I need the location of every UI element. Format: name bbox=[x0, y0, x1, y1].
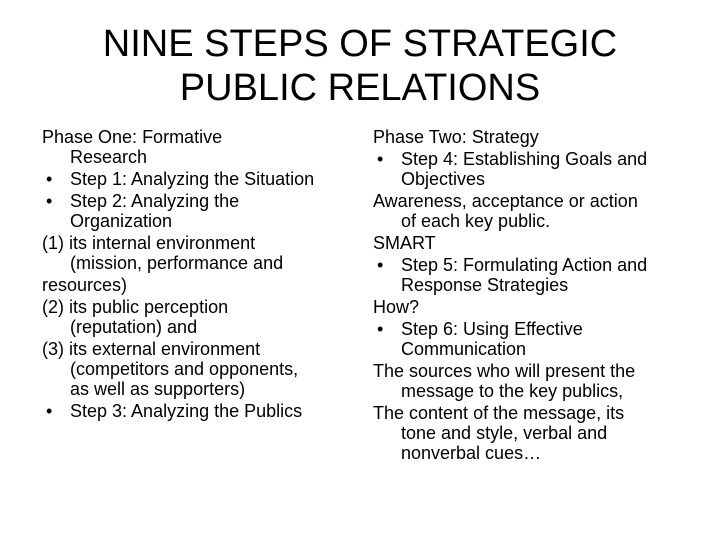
step-6-text-cont: Communication bbox=[401, 339, 527, 359]
slide-title bbox=[0, 22, 720, 110]
awareness-text: Awareness, acceptance or action bbox=[373, 191, 638, 211]
sources-text: The sources who will present the bbox=[373, 361, 636, 381]
smart-text: SMART bbox=[373, 233, 436, 253]
slide-title-line-1: NINE STEPS OF STRATEGIC bbox=[102, 23, 618, 65]
how-text: How? bbox=[373, 297, 420, 317]
step-3-text: Step 3: Analyzing the Publics bbox=[70, 401, 303, 421]
sources-text-cont: message to the key publics, bbox=[401, 381, 624, 401]
item-3-text: (3) its external environment bbox=[42, 339, 261, 359]
content-text: The content of the message, its bbox=[373, 403, 625, 423]
item-3-text-cont: (competitors and opponents, bbox=[70, 359, 299, 379]
phase-one-heading-cont: Research bbox=[70, 147, 148, 167]
step-5-text: Step 5: Formulating Action and bbox=[401, 255, 648, 275]
step-4-text: Step 4: Establishing Goals and bbox=[401, 149, 648, 169]
left-column bbox=[42, 127, 347, 421]
step-4-item bbox=[373, 149, 703, 169]
phase-one-heading: Phase One: Formative bbox=[42, 127, 223, 147]
bullet-icon: • bbox=[46, 191, 53, 211]
step-6-text: Step 6: Using Effective bbox=[401, 319, 583, 339]
step-2-text-cont: Organization bbox=[70, 211, 173, 231]
slide-title-line-2: PUBLIC RELATIONS bbox=[179, 67, 541, 109]
phase-two-heading: Phase Two: Strategy bbox=[373, 127, 539, 147]
bullet-icon: • bbox=[377, 255, 384, 275]
step-5-item bbox=[373, 255, 703, 275]
bullet-icon: • bbox=[377, 319, 384, 339]
item-2-text-cont: (reputation) and bbox=[70, 317, 198, 337]
content-text-cont: tone and style, verbal and bbox=[401, 423, 608, 443]
awareness-text-cont: of each key public. bbox=[401, 211, 551, 231]
step-2-text: Step 2: Analyzing the bbox=[70, 191, 240, 211]
bullet-icon: • bbox=[377, 149, 384, 169]
step-1-item bbox=[42, 169, 347, 189]
right-column bbox=[373, 127, 703, 463]
bullet-icon: • bbox=[46, 401, 53, 421]
step-2-item bbox=[42, 191, 347, 211]
bullet-icon: • bbox=[46, 169, 53, 189]
step-1-text: Step 1: Analyzing the Situation bbox=[70, 169, 315, 189]
item-2-text: (2) its public perception bbox=[42, 297, 229, 317]
step-3-item bbox=[42, 401, 347, 421]
item-1-text: (1) its internal environment bbox=[42, 233, 256, 253]
content-text-cont-2: nonverbal cues… bbox=[401, 443, 542, 463]
item-3-text-cont-2: as well as supporters) bbox=[70, 379, 246, 399]
item-1-text-cont-2: resources) bbox=[42, 275, 128, 295]
step-5-text-cont: Response Strategies bbox=[401, 275, 569, 295]
step-4-text-cont: Objectives bbox=[401, 169, 486, 189]
step-6-item bbox=[373, 319, 703, 339]
item-1-text-cont: (mission, performance and bbox=[70, 253, 284, 273]
